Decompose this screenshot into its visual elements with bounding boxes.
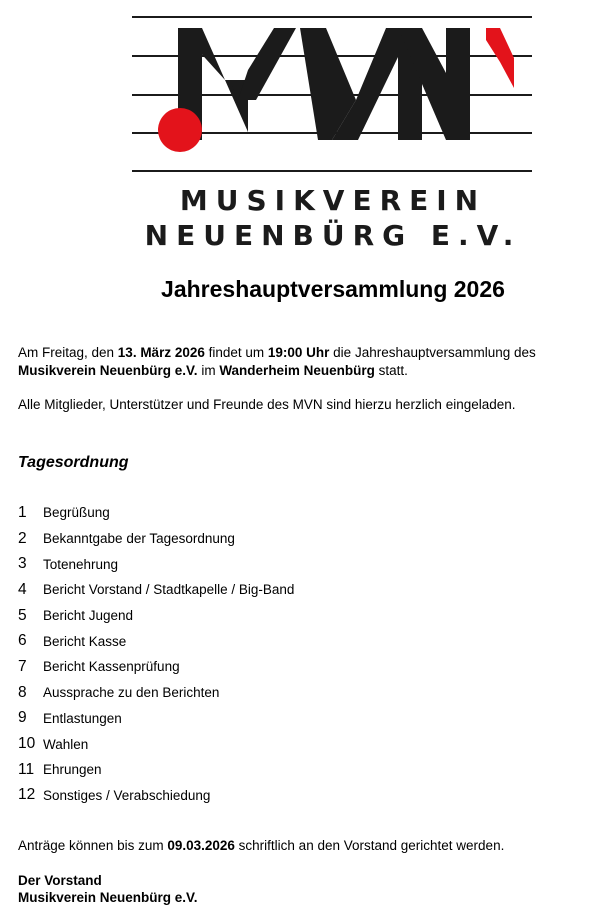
org-name-line1: MUSIKVEREIN [179,184,487,217]
agenda-item-label: Bericht Vorstand / Stadtkapelle / Big-Band [43,582,295,598]
agenda-item-label: Aussprache zu den Berichten [43,685,220,701]
agenda-item [18,654,294,680]
agenda-item-number: 4 [18,580,27,598]
agenda-item-number: 10 [18,735,36,753]
club-name: Musikverein Neuenbürg e.V. [18,363,198,378]
mvn-logo [0,0,606,180]
agenda-item-label: Bericht Kassenprüfung [43,659,180,675]
agenda-item-number: 3 [18,555,27,573]
agenda-item-number: 11 [18,760,35,778]
agenda-item-number: 12 [18,786,36,804]
agenda-item [18,628,294,654]
flag-accent [486,28,514,88]
agenda-item-label: Totenehrung [43,556,119,572]
agenda-item [18,551,294,577]
org-name-line2: NEUENBÜRG E.V. [144,219,522,252]
agenda-item [18,783,294,809]
agenda-item-number: 5 [18,606,27,624]
welcome-text: Alle Mitglieder, Unterstützer und Freunde des MVN sind hierzu herzlich eingeladen. [18,397,516,412]
agenda-item-label: Bericht Jugend [43,608,134,624]
meeting-venue: Wanderheim Neuenbürg [219,363,375,378]
agenda-item [18,731,294,757]
meeting-time: 19:00 Uhr [267,345,330,360]
agenda-item-number: 6 [18,632,27,650]
agenda-item [18,680,294,706]
agenda-item [18,500,294,526]
signature-line2: Musikverein Neuenbürg e.V. [18,890,198,905]
signature-line1: Der Vorstand [18,873,102,888]
agenda-item-label: Bericht Kasse [43,633,127,649]
agenda-item [18,577,294,603]
signature [18,872,588,906]
agenda-item-number: 9 [18,709,27,727]
agenda-item-number: 7 [18,657,27,675]
page-title: Jahreshauptversammlung 2026 [161,276,505,302]
agenda-item-label: Bekanntgabe der Tagesordnung [43,531,235,547]
agenda-item-number: 8 [18,683,27,701]
motions-note: Anträge können bis zum 09.03.2026 schriftlich an den Vorstand gerichtet werden. [18,838,505,853]
note-head [158,108,202,152]
agenda-item-label: Sonstiges / Verabschiedung [43,787,211,803]
agenda-item-label: Ehrungen [43,762,102,778]
agenda-item [18,603,294,629]
agenda-item [18,706,294,732]
agenda-item-label: Entlastungen [43,710,122,726]
motions-deadline: 09.03.2026 [167,838,235,853]
agenda-list [18,500,294,808]
monogram [178,28,470,140]
agenda-item-label: Begrüßung [43,505,110,521]
agenda-heading: Tagesordnung [18,454,129,471]
agenda-item-number: 2 [18,529,27,547]
agenda-item [18,757,294,783]
agenda-item-number: 1 [18,503,27,521]
agenda-item [18,526,294,552]
intro-paragraph: Am Freitag, den 13. März 2026 findet um 19:00 Uhr die Jahreshauptversammlung des Musikverein Neuenbürg e.V. im Wanderheim Neuenbürg statt. [18,345,536,378]
agenda-item-label: Wahlen [43,736,89,752]
meeting-date: 13. März 2026 [117,345,205,360]
